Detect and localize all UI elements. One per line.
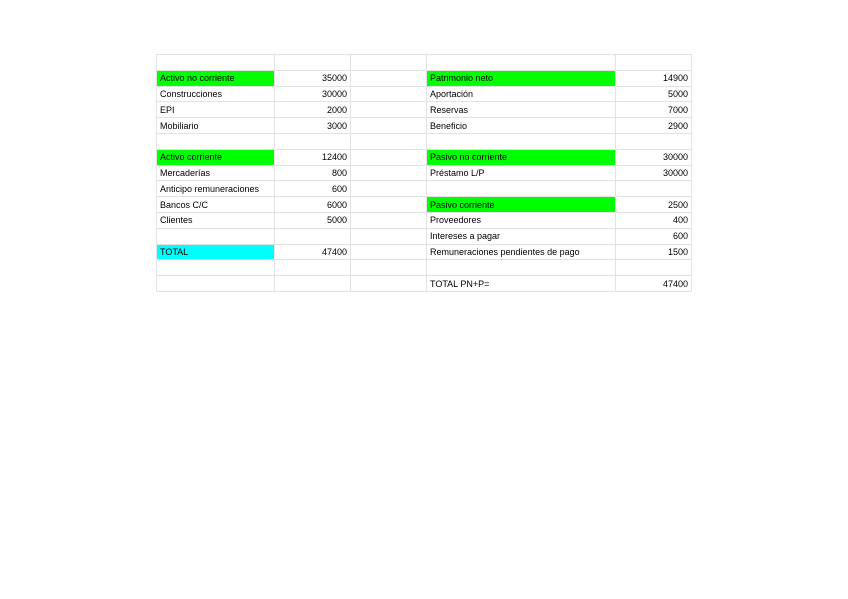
cell[interactable] [351, 228, 427, 244]
pasivo-total-value[interactable]: 47400 [616, 276, 692, 292]
cell[interactable] [157, 55, 275, 71]
cell[interactable] [351, 276, 427, 292]
table-row [157, 276, 692, 292]
item-value[interactable]: 7000 [616, 102, 692, 118]
item-label[interactable]: Anticipo remuneraciones [157, 181, 275, 197]
item-value[interactable]: 6000 [275, 197, 351, 213]
cell[interactable] [351, 165, 427, 181]
activo-corriente-label[interactable]: Activo corriente [157, 149, 275, 165]
cell[interactable] [351, 197, 427, 213]
item-value[interactable]: 800 [275, 165, 351, 181]
cell[interactable] [157, 276, 275, 292]
cell[interactable] [427, 133, 616, 149]
item-label[interactable]: EPI [157, 102, 275, 118]
cell[interactable] [616, 133, 692, 149]
item-label[interactable]: Aportación [427, 86, 616, 102]
empty-row [157, 55, 692, 71]
table-row [157, 165, 692, 181]
cell[interactable] [427, 181, 616, 197]
item-value[interactable]: 30000 [275, 86, 351, 102]
item-value[interactable]: 400 [616, 212, 692, 228]
item-label[interactable]: Intereses a pagar [427, 228, 616, 244]
cell[interactable] [351, 70, 427, 86]
patrimonio-neto-label[interactable]: Patrimonio neto [427, 70, 616, 86]
table-row [157, 118, 692, 134]
cell[interactable] [275, 228, 351, 244]
cell[interactable] [616, 181, 692, 197]
cell[interactable] [616, 55, 692, 71]
item-value[interactable]: 2000 [275, 102, 351, 118]
item-label[interactable]: Mercaderías [157, 165, 275, 181]
cell[interactable] [351, 133, 427, 149]
table-row [157, 149, 692, 165]
table-row [157, 228, 692, 244]
cell[interactable] [616, 260, 692, 276]
cell[interactable] [157, 133, 275, 149]
empty-row [157, 133, 692, 149]
item-value[interactable]: 1500 [616, 244, 692, 260]
cell[interactable] [351, 181, 427, 197]
cell[interactable] [351, 86, 427, 102]
activo-total-label[interactable]: TOTAL [157, 244, 275, 260]
cell[interactable] [351, 102, 427, 118]
item-label[interactable]: Reservas [427, 102, 616, 118]
empty-row [157, 260, 692, 276]
item-value[interactable]: 2900 [616, 118, 692, 134]
pasivo-corriente-value[interactable]: 2500 [616, 197, 692, 213]
table-row [157, 181, 692, 197]
cell[interactable] [157, 260, 275, 276]
activo-total-value[interactable]: 47400 [275, 244, 351, 260]
item-label[interactable]: Préstamo L/P [427, 165, 616, 181]
table-row [157, 70, 692, 86]
cell[interactable] [275, 260, 351, 276]
patrimonio-neto-value[interactable]: 14900 [616, 70, 692, 86]
item-value[interactable]: 600 [616, 228, 692, 244]
cell[interactable] [351, 212, 427, 228]
table-row [157, 244, 692, 260]
balance-sheet-table [156, 54, 692, 292]
item-label[interactable]: Bancos C/C [157, 197, 275, 213]
item-value[interactable]: 3000 [275, 118, 351, 134]
cell[interactable] [427, 55, 616, 71]
cell[interactable] [157, 228, 275, 244]
table-row [157, 212, 692, 228]
activo-corriente-value[interactable]: 12400 [275, 149, 351, 165]
cell[interactable] [275, 55, 351, 71]
cell[interactable] [275, 133, 351, 149]
pasivo-corriente-label[interactable]: Pasivo corriente [427, 197, 616, 213]
cell[interactable] [275, 276, 351, 292]
table-row [157, 102, 692, 118]
item-label[interactable]: Mobiliario [157, 118, 275, 134]
item-label[interactable]: Beneficio [427, 118, 616, 134]
cell[interactable] [351, 118, 427, 134]
cell[interactable] [427, 260, 616, 276]
item-value[interactable]: 5000 [616, 86, 692, 102]
item-value[interactable]: 600 [275, 181, 351, 197]
cell[interactable] [351, 244, 427, 260]
pasivo-no-corriente-value[interactable]: 30000 [616, 149, 692, 165]
cell[interactable] [351, 149, 427, 165]
item-label[interactable]: Clientes [157, 212, 275, 228]
cell[interactable] [351, 55, 427, 71]
table-row [157, 86, 692, 102]
cell[interactable] [351, 260, 427, 276]
pasivo-no-corriente-label[interactable]: Pasivo no corriente [427, 149, 616, 165]
pasivo-total-label[interactable]: TOTAL PN+P= [427, 276, 616, 292]
item-label[interactable]: Construcciones [157, 86, 275, 102]
item-label[interactable]: Remuneraciones pendientes de pago [427, 244, 616, 260]
item-value[interactable]: 5000 [275, 212, 351, 228]
item-label[interactable]: Proveedores [427, 212, 616, 228]
table-row [157, 197, 692, 213]
item-value[interactable]: 30000 [616, 165, 692, 181]
activo-no-corriente-label[interactable]: Activo no corriente [157, 70, 275, 86]
activo-no-corriente-value[interactable]: 35000 [275, 70, 351, 86]
